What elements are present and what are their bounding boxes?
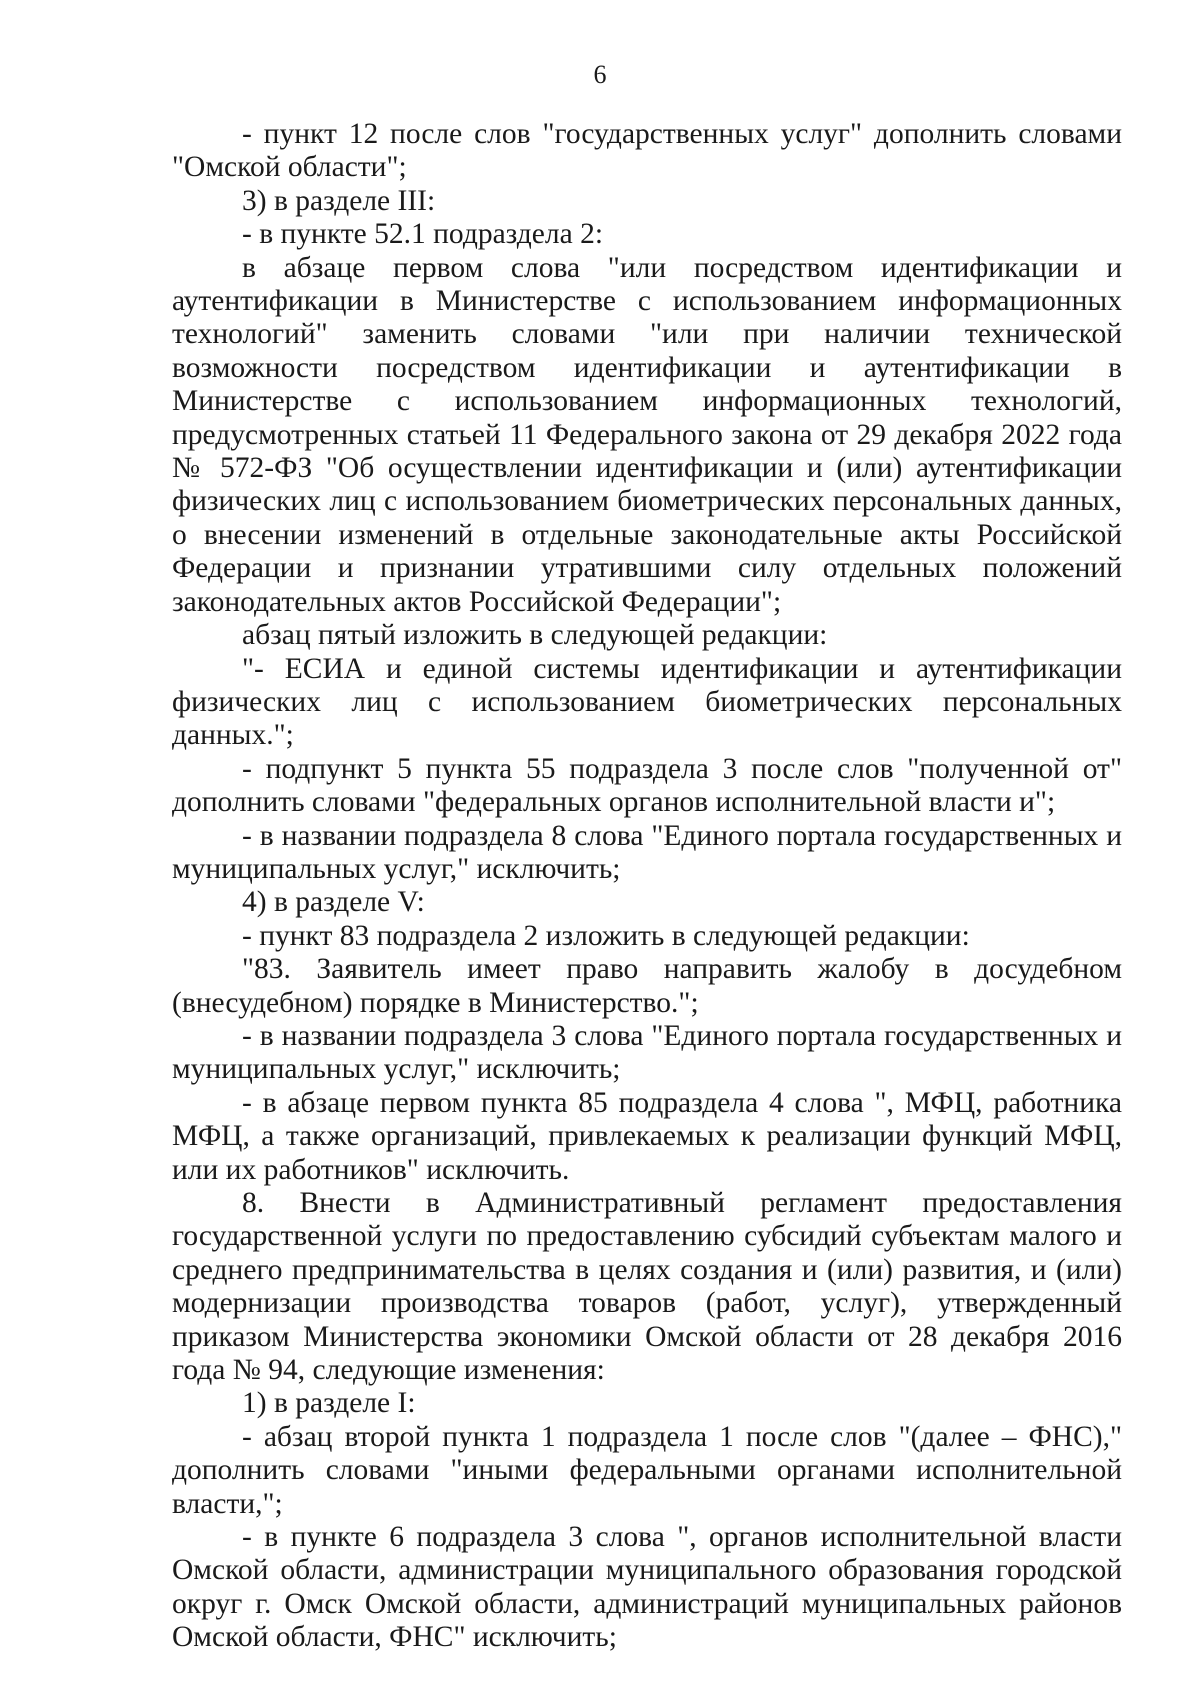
paragraph: - подпункт 5 пункта 55 подраздела 3 после слов "полученной от" дополнить словами "федеральных органов исполнительной власти и"; — [172, 752, 1122, 819]
paragraph: - пункт 12 после слов "государственных услуг" дополнить словами "Омской области"; — [172, 118, 1122, 184]
paragraph: - в пункте 52.1 подраздела 2: — [242, 218, 604, 251]
paragraph: "- ЕСИА и единой системы идентификации и аутентификации физических лиц с использованием биометрических персональных данных."; — [172, 652, 1122, 752]
paragraph: 1) в разделе I: — [242, 1387, 416, 1420]
paragraph: абзац пятый изложить в следующей редакции: — [242, 619, 828, 652]
page-number: 6 — [593, 60, 607, 89]
document-body — [172, 118, 1122, 1655]
paragraph: - в названии подраздела 3 слова "Единого портала государственных и муниципальных услуг," исключить; — [172, 1019, 1122, 1086]
paragraph: - пункт 83 подраздела 2 изложить в следующей редакции: — [242, 919, 970, 952]
paragraph: - абзац второй пункта 1 подраздела 1 после слов "(далее – ФНС)," дополнить словами "иными федеральными органами исполнительной власти,"; — [172, 1420, 1122, 1520]
paragraph: 3) в разделе III: — [242, 184, 436, 217]
paragraph: "83. Заявитель имеет право направить жалобу в досудебном (внесудебном) порядке в Министерство."; — [172, 953, 1122, 1019]
paragraph: - в абзаце первом пункта 85 подраздела 4 слова ", МФЦ, работника МФЦ, а также организаций, привлекаемых к реализации функций МФЦ, или их работников" исключить. — [172, 1086, 1122, 1186]
paragraph: 8. Внести в Административный регламент предоставления государственной услуги по предоставлению субсидий субъектам малого и среднего предпринимательства в целях создания и (или) развития, и (или) модернизации производства товаров (работ, услуг), утвержденный приказом Министерства экономики Омской области от 28 декабря 2016 года № 94, следующие изменения: — [172, 1187, 1122, 1387]
paragraph: - в пункте 6 подраздела 3 слова ", органов исполнительной власти Омской области, администрации муниципального образования городской округ г. Омск Омской области, администраций муниципальных районов Омской области, ФНС" исключить; — [172, 1521, 1122, 1654]
paragraph: в абзаце первом слова "или посредством идентификации и аутентификации в Министерстве с использованием информационных технологий" заменить словами "или при наличии технической возможности посредством идентификации и аутентификации в Министерстве с использованием информационных технологий, предусмотренных статьей 11 Федерального закона от 29 декабря 2022 года № 572-ФЗ "Об осуществлении идентификации и (или) аутентификации физических лиц с использованием биометрических персональных данных, о внесении изменений в отдельные законодательные акты Российской Федерации и признании утратившими силу отдельных положений законодательных актов Российской Федерации"; — [172, 251, 1122, 618]
paragraph: 4) в разделе V: — [242, 886, 425, 919]
paragraph: - в названии подраздела 8 слова "Единого портала государственных и муниципальных услуг," исключить; — [172, 819, 1122, 885]
